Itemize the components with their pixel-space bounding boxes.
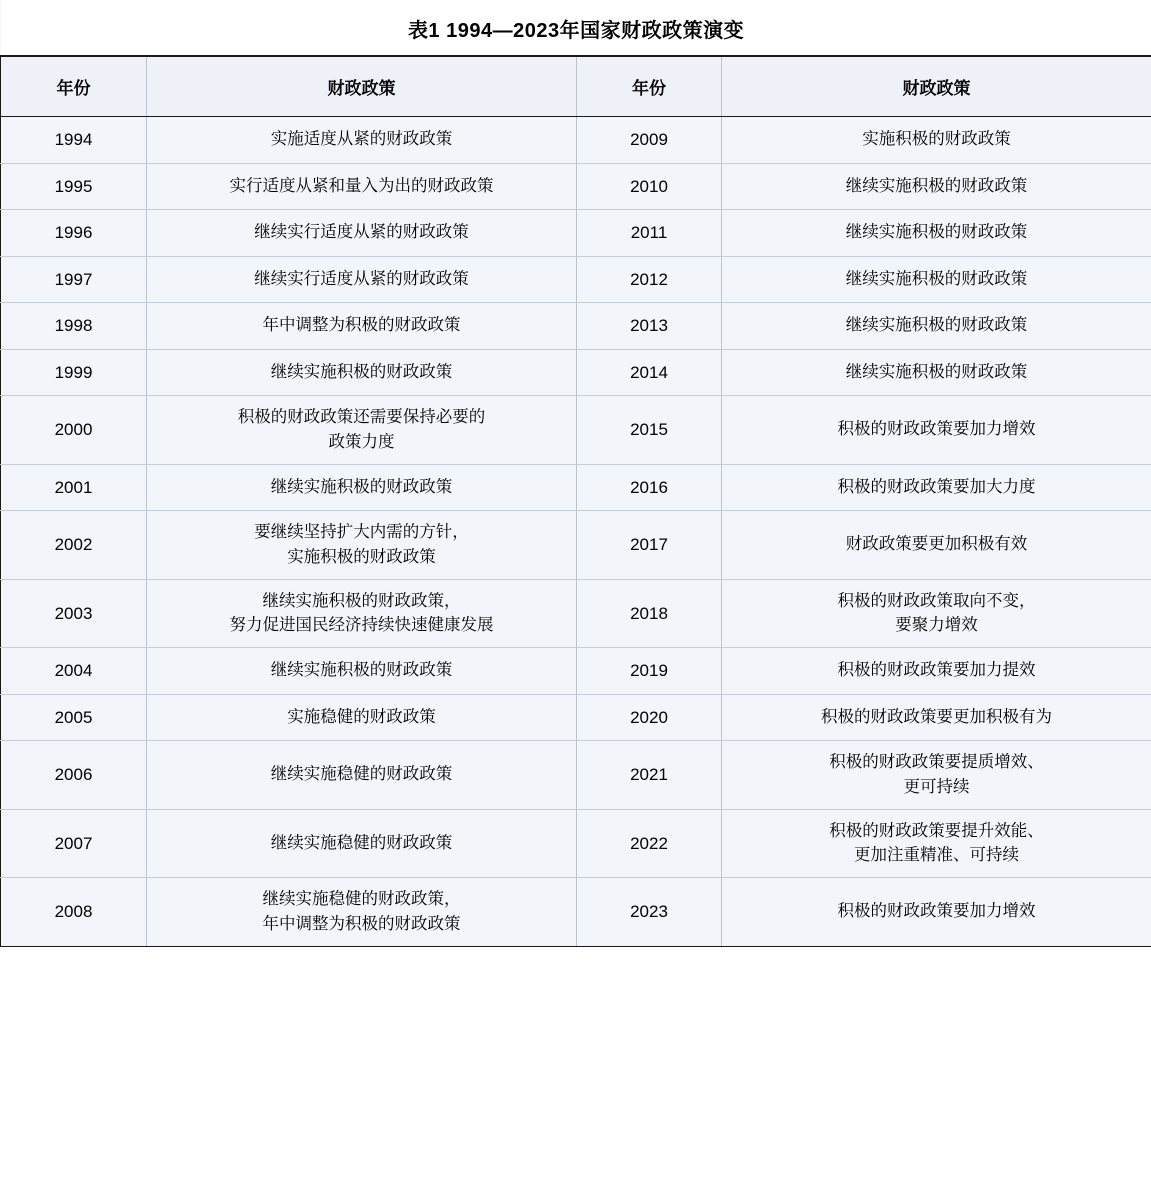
cell-year-right: 2021	[577, 741, 722, 810]
table-body	[1, 117, 1151, 947]
table-row	[1, 741, 1151, 810]
cell-policy-left	[147, 396, 577, 465]
table-row	[1, 349, 1151, 396]
policy-line: 继续实行适度从紧的财政政策	[254, 269, 469, 288]
cell-year-left: 2000	[1, 396, 147, 465]
cell-policy-left	[147, 579, 577, 648]
cell-policy-right	[722, 256, 1151, 303]
policy-line: 继续实施积极的财政政策	[845, 316, 1028, 335]
policy-line: 年中调整为积极的财政政策	[262, 914, 461, 933]
cell-year-left: 2005	[1, 694, 147, 741]
cell-year-left: 2004	[1, 648, 147, 695]
policy-line: 继续实施积极的财政政策	[270, 362, 453, 381]
cell-policy-right	[722, 694, 1151, 741]
policy-line: 积极的财政政策要提升效能、	[829, 821, 1044, 840]
policy-line: 继续实施积极的财政政策	[270, 661, 453, 680]
cell-year-left: 2007	[1, 809, 147, 878]
policy-line: 积极的财政政策要加大力度	[837, 477, 1036, 496]
cell-year-left: 1997	[1, 256, 147, 303]
policy-line: 继续实施稳健的财政政策，	[262, 890, 461, 908]
policy-line: 继续实施积极的财政政策，	[262, 591, 461, 610]
cell-year-right: 2013	[577, 303, 722, 350]
policy-line: 要继续坚持扩大内需的方针，	[254, 523, 469, 541]
policy-line: 继续实施积极的财政政策	[845, 362, 1028, 381]
cell-policy-left	[147, 878, 577, 947]
table-row	[1, 694, 1151, 741]
policy-line: 积极的财政政策要加力增效	[837, 420, 1036, 439]
cell-year-left: 2008	[1, 878, 147, 947]
policy-line: 继续实施稳健的财政政策	[270, 833, 453, 852]
cell-policy-right	[722, 117, 1151, 164]
column-header-year-right: 年份	[577, 56, 722, 117]
cell-policy-left	[147, 303, 577, 350]
cell-year-right: 2015	[577, 396, 722, 465]
policy-line: 继续实施积极的财政政策	[270, 477, 453, 496]
table-head	[1, 0, 1151, 56]
table-row	[1, 648, 1151, 695]
table-row	[1, 396, 1151, 465]
cell-policy-right	[722, 303, 1151, 350]
cell-policy-left	[147, 741, 577, 810]
policy-line: 年中调整为积极的财政政策	[262, 316, 461, 335]
policy-line: 积极的财政政策还需要保持必要的	[237, 408, 486, 426]
policy-line: 更可持续	[903, 777, 970, 796]
cell-policy-left	[147, 694, 577, 741]
cell-policy-right	[722, 396, 1151, 465]
cell-policy-left	[147, 210, 577, 257]
policy-line: 实施稳健的财政政策	[287, 707, 436, 726]
table-title-row	[1, 0, 1151, 56]
policy-line: 积极的财政政策取向不变，	[837, 591, 1036, 610]
cell-year-right: 2014	[577, 349, 722, 396]
table-row	[1, 511, 1151, 580]
table-row	[1, 303, 1151, 350]
policy-line: 继续实施稳健的财政政策	[270, 765, 453, 784]
cell-policy-right	[722, 349, 1151, 396]
cell-year-right: 2020	[577, 694, 722, 741]
policy-line: 政策力度	[328, 432, 395, 451]
cell-policy-right	[722, 210, 1151, 257]
policy-line: 实施积极的财政政策	[862, 130, 1011, 149]
cell-year-left: 1994	[1, 117, 147, 164]
column-header-year-left: 年份	[1, 56, 147, 117]
policy-line: 积极的财政政策要加力提效	[837, 661, 1036, 680]
table-row	[1, 210, 1151, 257]
cell-policy-left	[147, 117, 577, 164]
cell-policy-right	[722, 163, 1151, 210]
cell-year-left: 2002	[1, 511, 147, 580]
cell-policy-right	[722, 741, 1151, 810]
policy-line: 财政政策要更加积极有效	[845, 535, 1028, 554]
header-row	[1, 56, 1151, 117]
policy-line: 实施适度从紧的财政政策	[270, 130, 453, 149]
table-row	[1, 163, 1151, 210]
cell-policy-right	[722, 464, 1151, 511]
cell-year-right: 2010	[577, 163, 722, 210]
column-header-policy-right: 财政政策	[722, 56, 1151, 117]
column-header-policy-left: 财政政策	[147, 56, 577, 117]
cell-year-right: 2022	[577, 809, 722, 878]
cell-year-left: 2003	[1, 579, 147, 648]
table-row	[1, 579, 1151, 648]
cell-year-left: 1995	[1, 163, 147, 210]
policy-line: 继续实施积极的财政政策	[845, 176, 1028, 195]
cell-policy-left	[147, 511, 577, 580]
cell-year-right: 2023	[577, 878, 722, 947]
cell-policy-left	[147, 809, 577, 878]
cell-year-right: 2011	[577, 210, 722, 257]
table-title: 表1 1994—2023年国家财政政策演变	[1, 0, 1151, 56]
policy-line: 实行适度从紧和量入为出的财政政策	[229, 176, 494, 195]
policy-line: 积极的财政政策要更加积极有为	[821, 707, 1053, 726]
cell-policy-right	[722, 579, 1151, 648]
policy-line: 继续实行适度从紧的财政政策	[254, 223, 469, 242]
cell-year-left: 2006	[1, 741, 147, 810]
cell-year-right: 2009	[577, 117, 722, 164]
table-row	[1, 878, 1151, 947]
cell-year-left: 1996	[1, 210, 147, 257]
cell-year-right: 2017	[577, 511, 722, 580]
table-row	[1, 256, 1151, 303]
policy-line: 继续实施积极的财政政策	[845, 223, 1028, 242]
cell-year-left: 1999	[1, 349, 147, 396]
cell-year-right: 2018	[577, 579, 722, 648]
table-column-headers	[1, 56, 1151, 117]
cell-year-left: 1998	[1, 303, 147, 350]
policy-line: 要聚力增效	[895, 616, 978, 635]
cell-policy-left	[147, 163, 577, 210]
cell-year-right: 2012	[577, 256, 722, 303]
cell-policy-right	[722, 809, 1151, 878]
table-row	[1, 464, 1151, 511]
cell-policy-right	[722, 648, 1151, 695]
table-row	[1, 809, 1151, 878]
cell-policy-left	[147, 648, 577, 695]
cell-policy-left	[147, 349, 577, 396]
cell-policy-right	[722, 878, 1151, 947]
policy-line: 实施积极的财政政策	[287, 547, 436, 566]
policy-line: 努力促进国民经济持续快速健康发展	[229, 616, 494, 635]
policy-line: 积极的财政政策要提质增效、	[829, 753, 1044, 771]
cell-year-right: 2019	[577, 648, 722, 695]
cell-policy-right	[722, 511, 1151, 580]
policy-line: 继续实施积极的财政政策	[845, 269, 1028, 288]
table-row	[1, 117, 1151, 164]
policy-line: 更加注重精准、可持续	[854, 846, 1020, 865]
cell-year-right: 2016	[577, 464, 722, 511]
cell-policy-left	[147, 256, 577, 303]
policy-line: 积极的财政政策要加力增效	[837, 902, 1036, 921]
cell-year-left: 2001	[1, 464, 147, 511]
cell-policy-left	[147, 464, 577, 511]
